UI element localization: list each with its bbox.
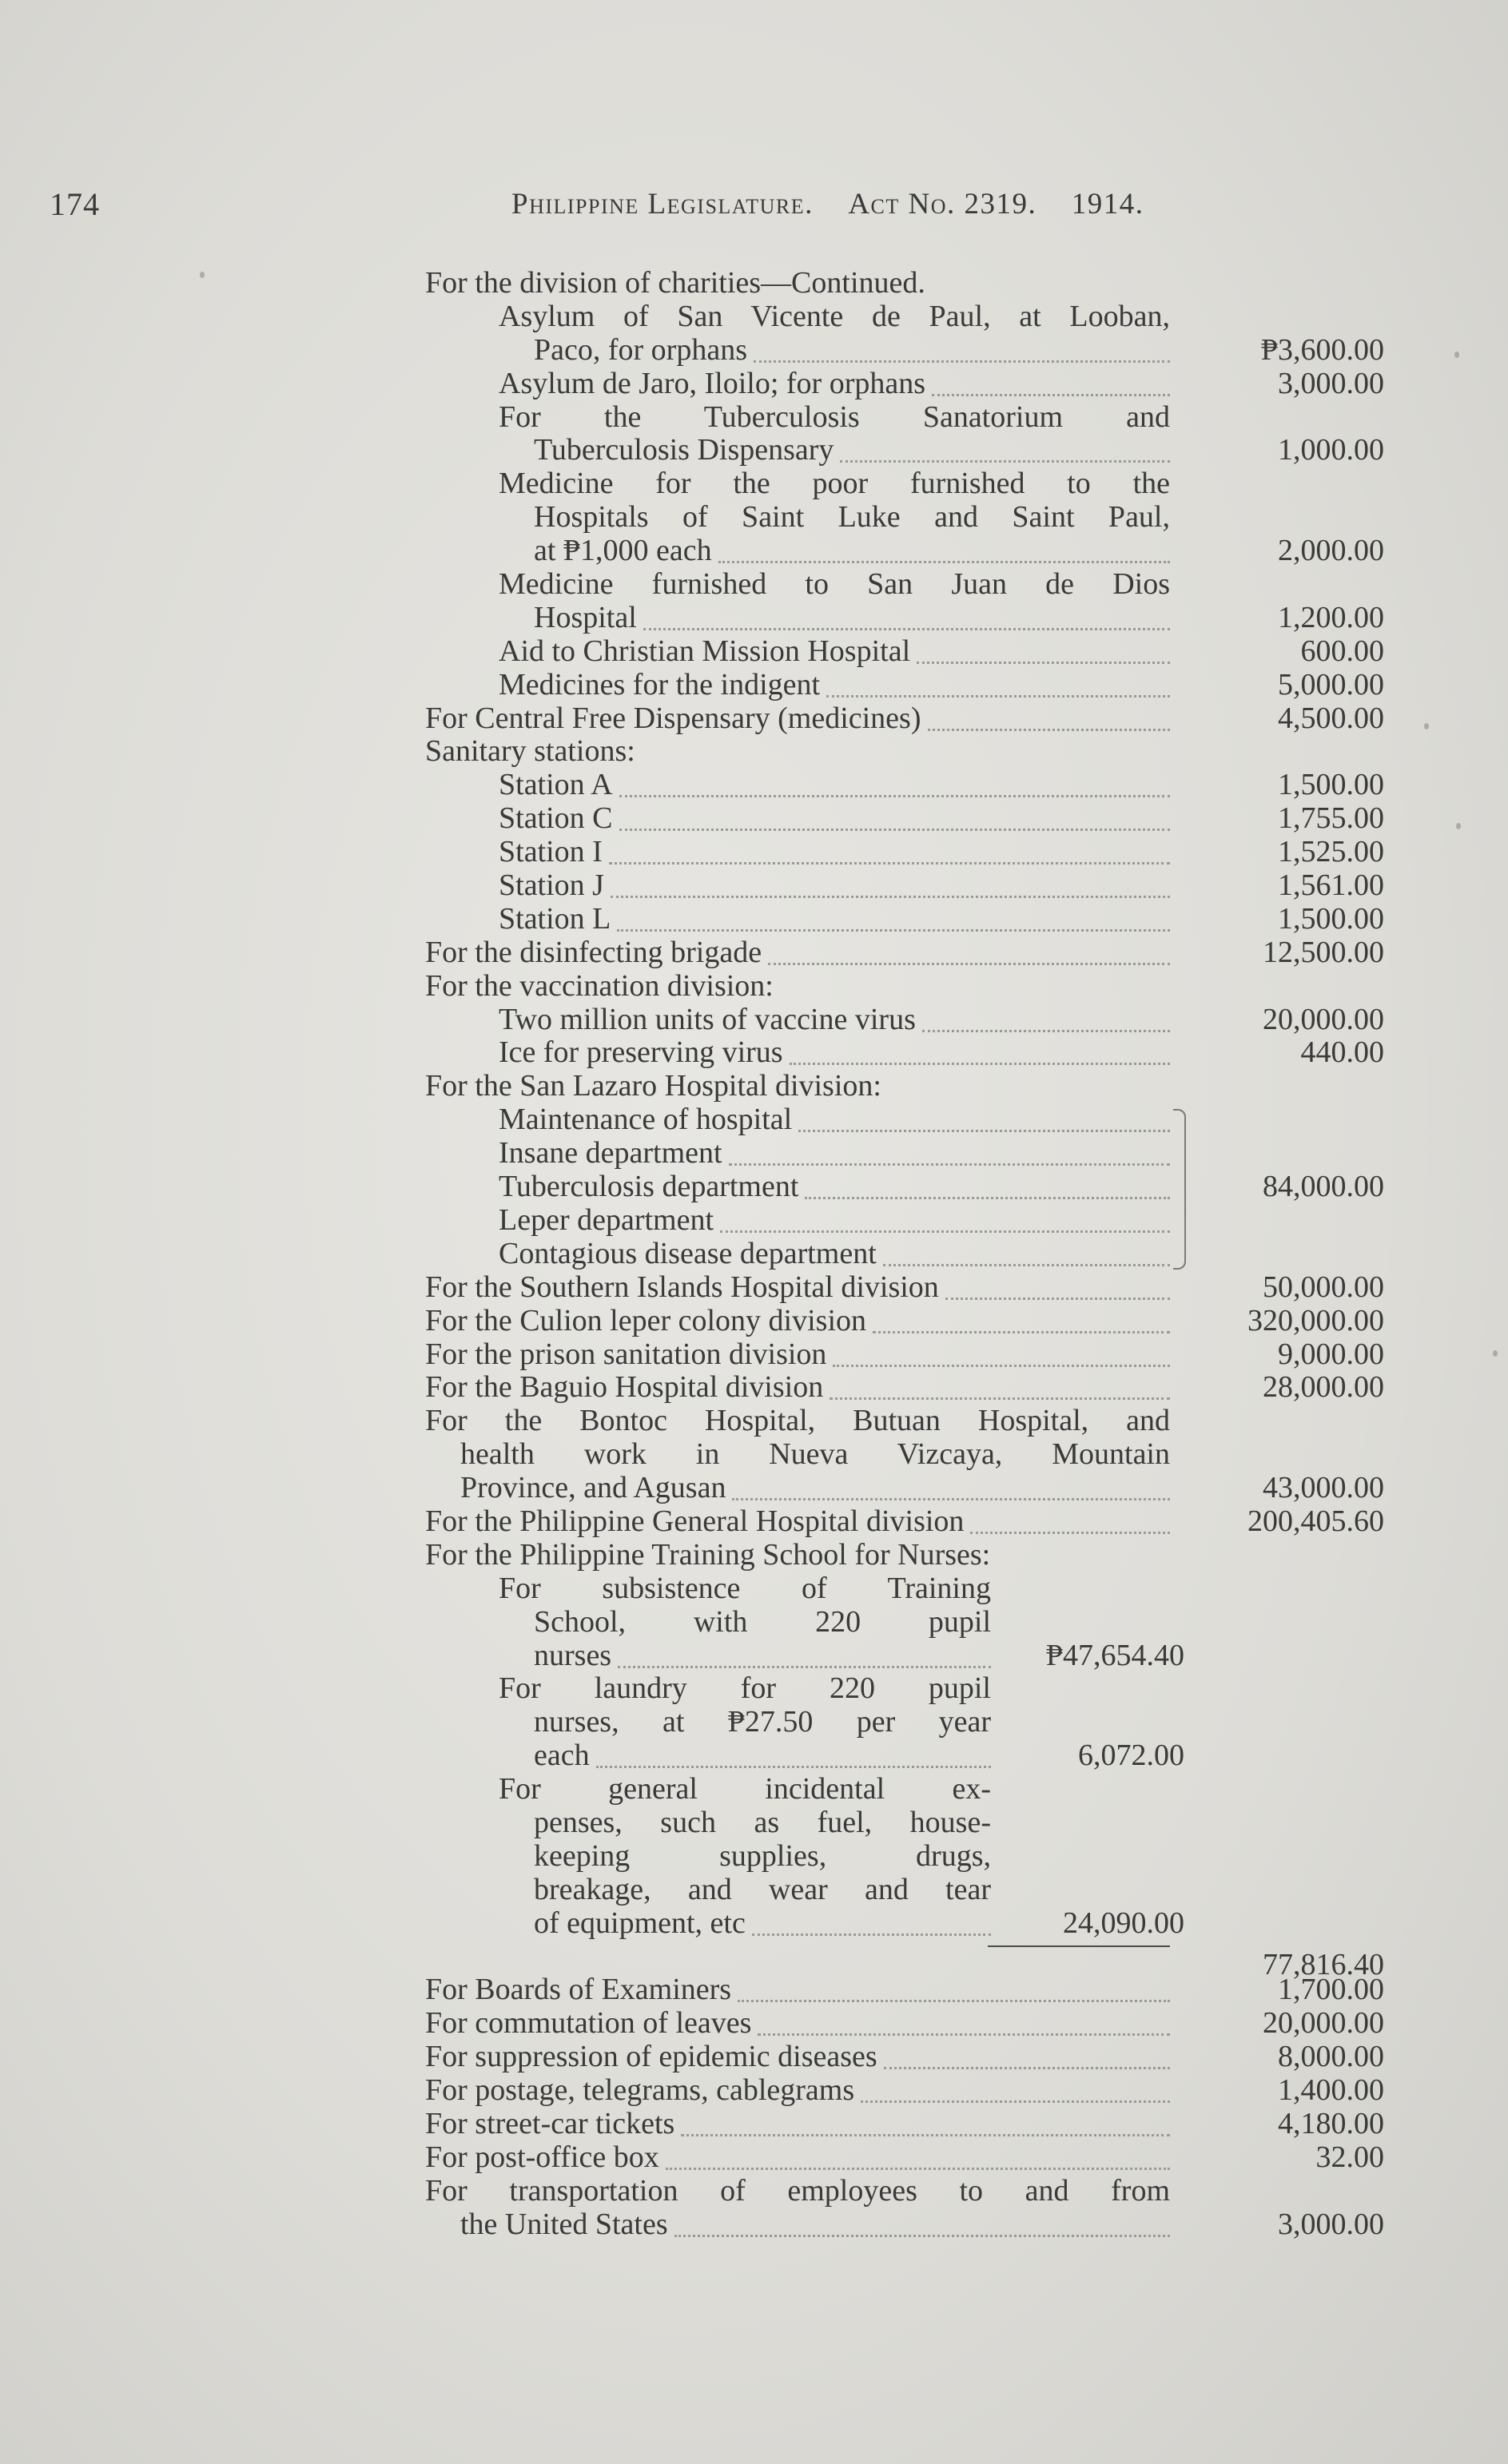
- entry-text: Station L: [499, 901, 611, 936]
- running-head-title: Philippine Legislature.: [511, 188, 814, 221]
- dot-leader: [758, 2032, 1170, 2036]
- entry-text: For transportation of employees to and from: [425, 2173, 1170, 2208]
- running-head-year: 1914.: [1071, 188, 1144, 221]
- entry-line: [425, 2108, 1384, 2141]
- entry-line: [425, 1773, 1384, 1806]
- entry-line: [425, 1305, 1384, 1338]
- amount: 43,000.00: [1263, 1471, 1384, 1505]
- entry-line: [425, 1874, 1384, 1907]
- entry-line: [425, 2074, 1384, 2108]
- entry-text: Asylum of San Vicente de Paul, at Looban,: [499, 299, 1170, 333]
- entry-line: [425, 2175, 1384, 2208]
- scan-speck: [1424, 723, 1429, 729]
- amount: 28,000.00: [1263, 1370, 1384, 1405]
- subtotal-rule: [988, 1945, 1170, 1947]
- entry-text: Tuberculosis Dispensary: [534, 433, 834, 467]
- dot-leader: [790, 1061, 1170, 1065]
- dot-leader: [826, 693, 1170, 697]
- entry-line: [425, 334, 1384, 368]
- entry-line: [425, 1338, 1384, 1372]
- entry-text: Hospital: [534, 600, 637, 634]
- entry-text: For subsistence of Training: [499, 1571, 991, 1605]
- entry-line: [425, 300, 1384, 334]
- entry-line: [425, 1204, 1384, 1238]
- dot-leader: [666, 2166, 1170, 2170]
- entry-text: penses, such as fuel, house-: [534, 1805, 991, 1839]
- entry-text: nurses: [534, 1638, 612, 1672]
- entry-line: [425, 467, 1384, 501]
- entry-line: [425, 1137, 1384, 1170]
- dot-leader: [830, 1396, 1170, 1400]
- entry-text: Leper department: [499, 1202, 714, 1237]
- entry-text: For the Tuberculosis Sanatorium and: [499, 399, 1170, 434]
- entry-text: Station I: [499, 835, 603, 869]
- entry-text: For the division of charities—Continued.: [425, 266, 925, 300]
- amount: 600.00: [1300, 634, 1384, 668]
- entry-text: For suppression of epidemic diseases: [425, 2040, 877, 2074]
- entry-line: [425, 1840, 1384, 1874]
- entry-text: Paco, for orphans: [534, 332, 747, 367]
- entry-text: For street-car tickets: [425, 2106, 675, 2140]
- entry-line: [425, 1606, 1384, 1639]
- dot-leader: [805, 1195, 1170, 1199]
- dot-leader: [729, 1162, 1170, 1166]
- dot-leader: [674, 2233, 1170, 2237]
- entry-text: breakage, and wear and tear: [534, 1872, 991, 1906]
- amount: 20,000.00: [1263, 1002, 1384, 1036]
- dot-leader: [928, 727, 1171, 731]
- entry-line: [425, 535, 1384, 568]
- entry-line: [425, 267, 1384, 300]
- dot-leader: [738, 1998, 1170, 2002]
- entry-text: Medicine furnished to San Juan de Dios: [499, 567, 1170, 602]
- amount: 200,405.60: [1247, 1504, 1384, 1538]
- running-head-act: Act No. 2319.: [848, 188, 1037, 221]
- dot-leader: [833, 1363, 1170, 1367]
- entry-text: For Boards of Examiners: [425, 1973, 732, 2007]
- grouping-brace: [1173, 1109, 1186, 1270]
- entry-text: each: [534, 1739, 590, 1773]
- amount: 5,000.00: [1278, 667, 1384, 701]
- entry-line: [425, 2041, 1384, 2074]
- dot-leader: [732, 1496, 1170, 1500]
- dot-leader: [917, 660, 1170, 664]
- amount: 32.00: [1315, 2140, 1384, 2174]
- entry-line: [425, 802, 1384, 836]
- dot-leader: [643, 626, 1170, 630]
- entry-line: [425, 1472, 1384, 1505]
- entry-line: [425, 1371, 1384, 1405]
- entry-text: health work in Nueva Vizcaya, Mountain: [460, 1437, 1170, 1472]
- entry-text: For the Bontoc Hospital, Butuan Hospital, and: [425, 1404, 1170, 1438]
- amount: 1,700.00: [1278, 1973, 1384, 2007]
- amount: 440.00: [1300, 1035, 1384, 1070]
- amount: 77,816.40: [1263, 1947, 1384, 1981]
- entry-line: [425, 2141, 1384, 2175]
- entry-text: Station J: [499, 868, 604, 903]
- entry-line: [425, 903, 1384, 936]
- dot-leader: [618, 1664, 991, 1668]
- dot-leader: [840, 459, 1170, 463]
- entry-line: [425, 970, 1384, 1003]
- scan-speck: [200, 272, 205, 278]
- entry-text: at ₱1,000 each: [534, 534, 712, 568]
- entry-text: For laundry for 220 pupil: [499, 1671, 991, 1706]
- dot-leader: [945, 1296, 1170, 1300]
- page-number: 174: [50, 186, 100, 222]
- entry-line: [425, 669, 1384, 702]
- entry-line: [425, 1238, 1384, 1271]
- entry-text: School, with 220 pupil: [534, 1604, 991, 1639]
- dot-leader: [884, 2065, 1170, 2069]
- amount: 20,000.00: [1263, 2006, 1384, 2041]
- scan-speck: [1456, 823, 1461, 829]
- entry-line: [425, 1003, 1384, 1037]
- entry-text: Hospitals of Saint Luke and Saint Paul,: [534, 500, 1170, 535]
- sub-amount: 24,090.00: [1063, 1906, 1184, 1940]
- entry-text: For commutation of leaves: [425, 2006, 752, 2041]
- entry-line: [425, 1941, 1384, 1981]
- entry-text: the United States: [460, 2207, 668, 2241]
- entry-line: [425, 1103, 1384, 1137]
- dot-leader: [861, 2099, 1170, 2103]
- dot-leader: [611, 894, 1170, 898]
- dot-leader: [609, 860, 1170, 864]
- amount: 2,000.00: [1278, 534, 1384, 568]
- entry-text: Province, and Agusan: [460, 1471, 726, 1505]
- amount: 8,000.00: [1278, 2040, 1384, 2074]
- amount: 1,500.00: [1278, 901, 1384, 936]
- entry-text: Tuberculosis department: [499, 1170, 799, 1204]
- amount: 4,500.00: [1278, 701, 1384, 735]
- entry-text: of equipment, etc: [534, 1906, 746, 1940]
- dot-leader: [768, 961, 1170, 965]
- entry-text: For Central Free Dispensary (medicines): [425, 701, 921, 735]
- entry-line: [425, 1505, 1384, 1539]
- entry-text: Maintenance of hospital: [499, 1103, 793, 1137]
- entry-text: For the Culion leper colony division: [425, 1303, 867, 1337]
- entry-text: For the Baguio Hospital division: [425, 1370, 824, 1405]
- entry-text: Contagious disease department: [499, 1236, 877, 1270]
- dot-leader: [718, 559, 1170, 563]
- scan-speck: [1454, 352, 1459, 358]
- entry-line: [425, 769, 1384, 802]
- entry-text: Medicines for the indigent: [499, 667, 821, 701]
- dot-leader: [798, 1128, 1170, 1132]
- amount: ₱3,600.00: [1260, 332, 1384, 367]
- amount: 50,000.00: [1263, 1270, 1384, 1304]
- appropriations-list: [425, 267, 1384, 2242]
- amount: 3,000.00: [1278, 2207, 1384, 2241]
- entry-line: [425, 401, 1384, 435]
- entry-text: Station A: [499, 768, 613, 802]
- entry-text: Insane department: [499, 1136, 722, 1170]
- sub-amount: ₱47,654.40: [1045, 1638, 1184, 1672]
- dot-leader: [873, 1329, 1170, 1333]
- amount: 320,000.00: [1247, 1303, 1384, 1337]
- entry-text: For the Philippine General Hospital division: [425, 1504, 965, 1538]
- entry-line: [425, 1973, 1384, 2007]
- entry-line: [425, 1639, 1384, 1673]
- sub-amount: 6,072.00: [1078, 1739, 1184, 1773]
- entry-line: [425, 1438, 1384, 1472]
- entry-text: For the Philippine Training School for Nurses:: [425, 1537, 991, 1572]
- entry-line: [425, 1539, 1384, 1572]
- dot-leader: [681, 2132, 1170, 2136]
- amount: 4,180.00: [1278, 2106, 1384, 2140]
- entry-text: Station C: [499, 801, 613, 836]
- entry-line: [425, 501, 1384, 535]
- entry-line: [425, 434, 1384, 467]
- entry-line: [425, 2208, 1384, 2242]
- entry-line: [425, 936, 1384, 970]
- entry-line: [425, 1405, 1384, 1438]
- entry-text: For the San Lazaro Hospital division:: [425, 1069, 881, 1103]
- entry-line: [425, 368, 1384, 401]
- amount: 1,200.00: [1278, 600, 1384, 634]
- entry-text: For general incidental ex-: [499, 1772, 991, 1806]
- dot-leader: [720, 1229, 1170, 1233]
- entry-text: For postage, telegrams, cablegrams: [425, 2073, 855, 2108]
- amount: 1,400.00: [1278, 2073, 1384, 2108]
- dot-leader: [617, 928, 1170, 932]
- entry-line: [425, 1036, 1384, 1070]
- entry-line: [425, 735, 1384, 769]
- amount: 12,500.00: [1263, 935, 1384, 969]
- entry-text: For the vaccination division:: [425, 968, 774, 1003]
- entry-line: [425, 836, 1384, 869]
- amount: 3,000.00: [1278, 366, 1384, 400]
- dot-leader: [932, 392, 1170, 396]
- entry-line: [425, 2007, 1384, 2041]
- amount: 9,000.00: [1278, 1337, 1384, 1371]
- entry-text: Asylum de Jaro, Iloilo; for orphans: [499, 366, 926, 400]
- entry-line: [425, 1739, 1384, 1773]
- entry-line: [425, 869, 1384, 903]
- entry-text: Ice for preserving virus: [499, 1035, 783, 1070]
- dot-leader: [619, 793, 1170, 797]
- entry-line: [425, 1271, 1384, 1305]
- entry-text: Medicine for the poor furnished to the: [499, 467, 1170, 501]
- dot-leader: [752, 1932, 991, 1936]
- amount: 84,000.00: [1263, 1170, 1384, 1204]
- entry-line: [425, 568, 1384, 602]
- scan-speck: [1493, 1350, 1498, 1357]
- entry-line: [425, 602, 1384, 635]
- entry-text: For post-office box: [425, 2140, 659, 2174]
- running-head: [511, 187, 1144, 221]
- entry-line: [425, 635, 1384, 669]
- entry-text: Aid to Christian Mission Hospital: [499, 634, 911, 668]
- amount: 1,561.00: [1278, 868, 1384, 903]
- dot-leader: [754, 359, 1170, 363]
- amount: 1,755.00: [1278, 801, 1384, 836]
- entry-text: For the disinfecting brigade: [425, 935, 762, 969]
- dot-leader: [922, 1028, 1170, 1032]
- amount: 1,000.00: [1278, 433, 1384, 467]
- entry-line: [425, 1706, 1384, 1739]
- entry-line: [425, 1170, 1384, 1204]
- entry-text: Sanitary stations:: [425, 734, 635, 769]
- dot-leader: [619, 827, 1170, 831]
- entry-line: [425, 1806, 1384, 1840]
- dot-leader: [596, 1764, 991, 1768]
- dot-leader: [883, 1262, 1170, 1266]
- entry-text: For the Southern Islands Hospital division: [425, 1270, 939, 1304]
- entry-text: Two million units of vaccine virus: [499, 1002, 916, 1036]
- entry-text: For the prison sanitation division: [425, 1337, 827, 1371]
- dot-leader: [970, 1530, 1170, 1534]
- entry-line: [425, 1907, 1384, 1941]
- entry-line: [425, 702, 1384, 736]
- amount: 1,500.00: [1278, 768, 1384, 802]
- entry-line: [425, 1672, 1384, 1706]
- entry-text: nurses, at ₱27.50 per year: [534, 1705, 991, 1739]
- amount: 1,525.00: [1278, 835, 1384, 869]
- entry-text: keeping supplies, drugs,: [534, 1838, 991, 1873]
- entry-line: [425, 1572, 1384, 1606]
- entry-line: [425, 1070, 1384, 1103]
